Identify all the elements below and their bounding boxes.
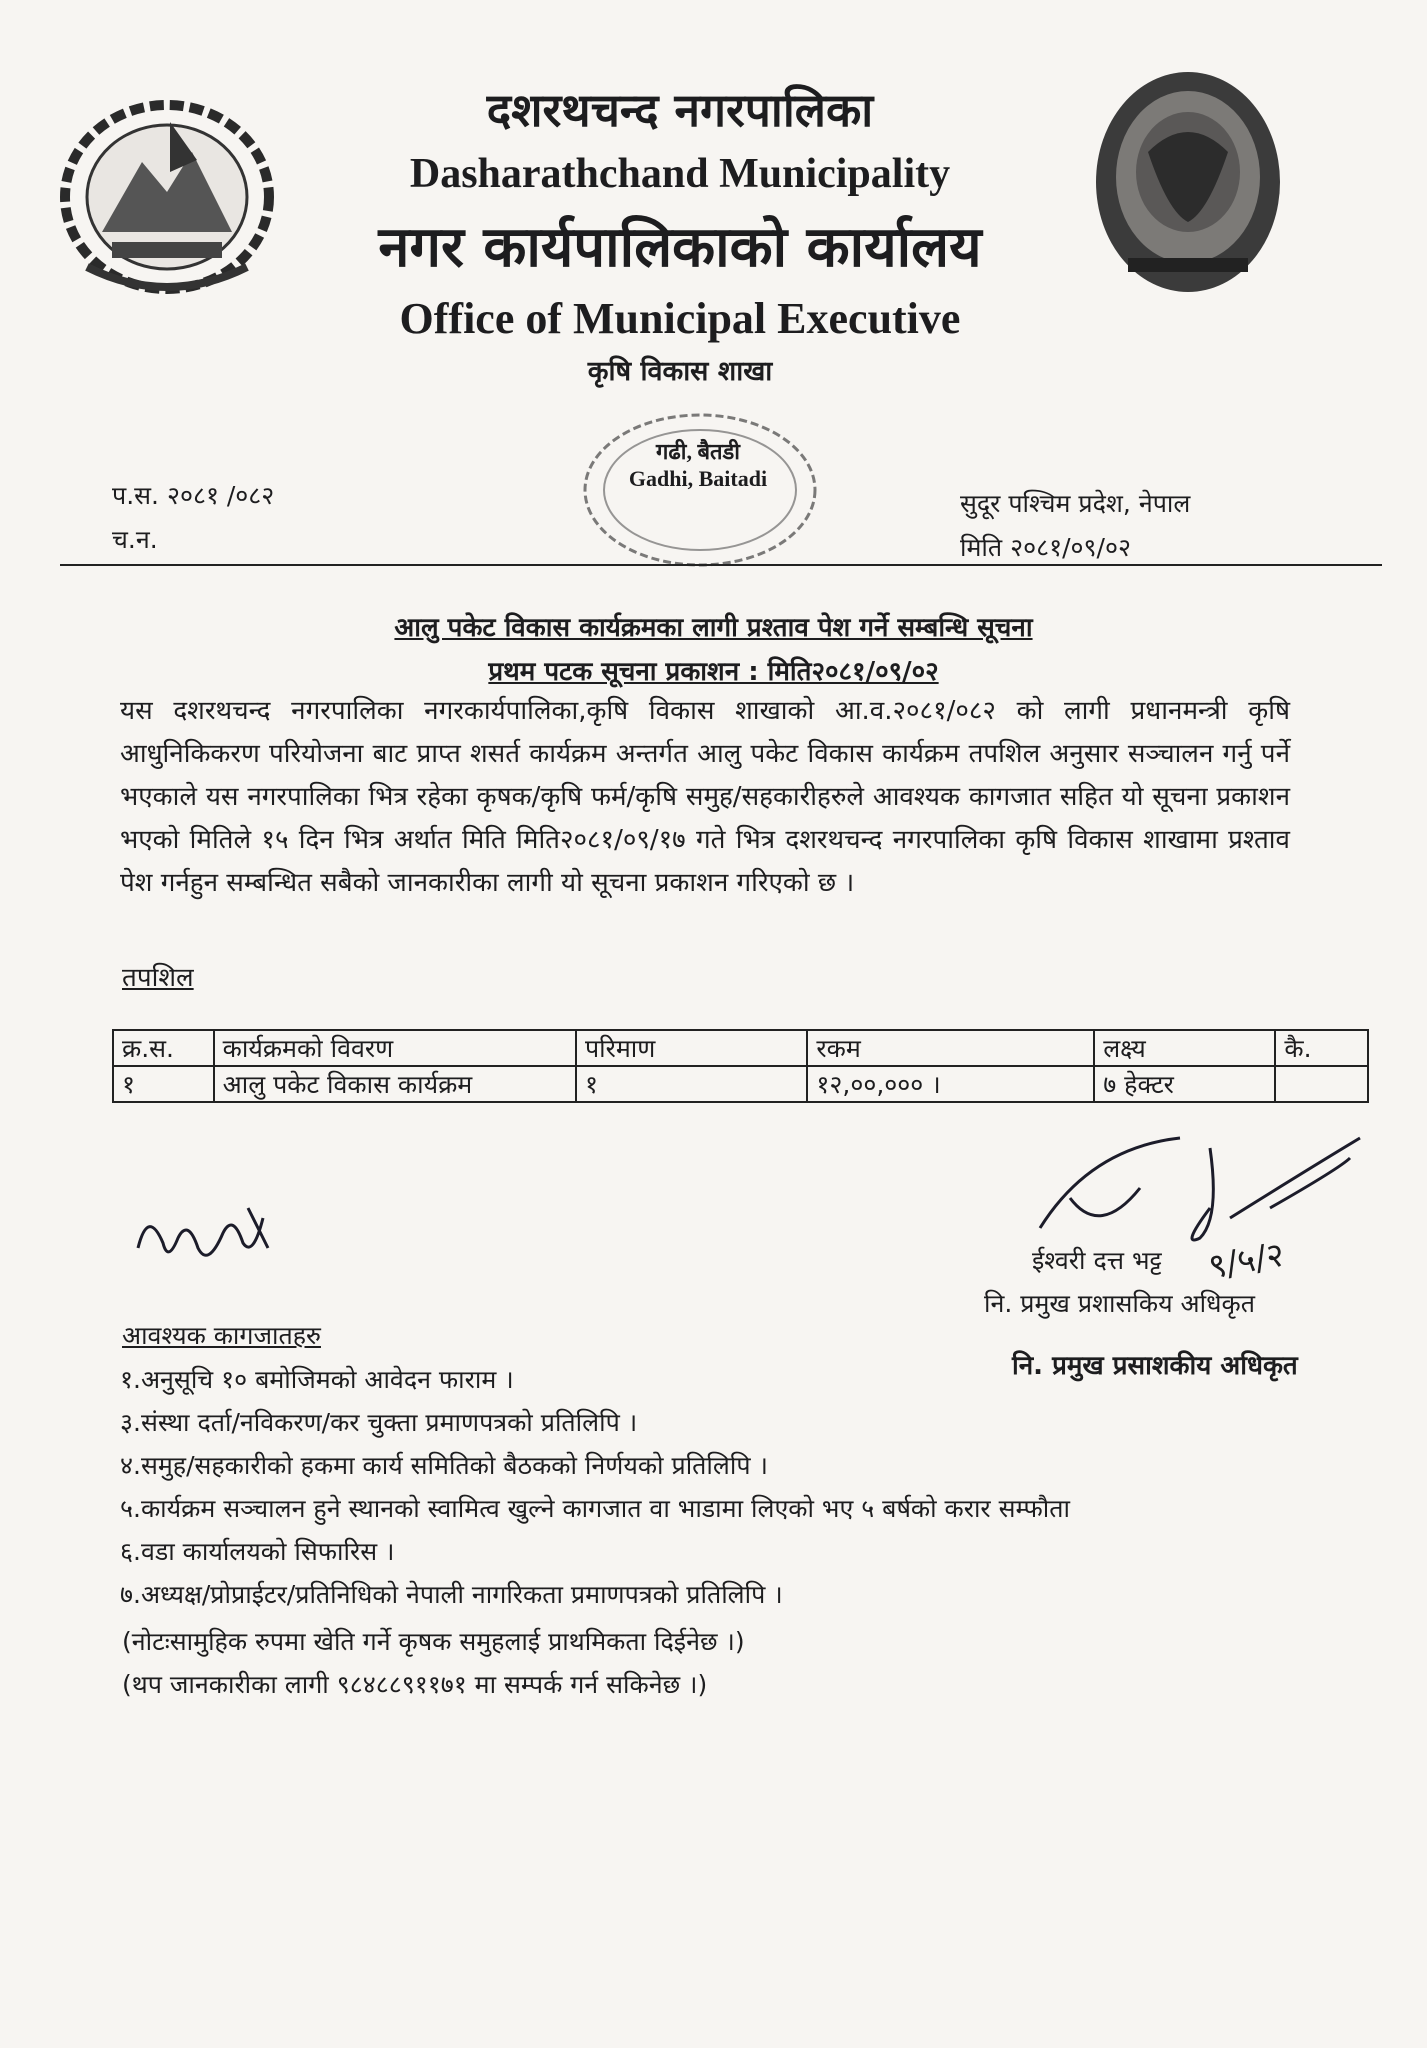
header-target: लक्ष्य xyxy=(1094,1030,1275,1066)
office-name-en: Office of Municipal Executive xyxy=(399,294,961,343)
initials-signature xyxy=(128,1188,278,1283)
notice-subtitle-text: प्रथम पटक सूचना प्रकाशन : मिति२०८१/०९/०२ xyxy=(488,657,939,687)
stamp-place-np: गढी, बैतडी xyxy=(655,439,741,464)
notes-block xyxy=(122,1620,745,1706)
cell-sn: १ xyxy=(113,1066,214,1102)
header-amount: रकम xyxy=(807,1030,1094,1066)
header-quantity: परिमाण xyxy=(576,1030,807,1066)
documents-list xyxy=(120,1358,1320,1616)
table-header-row xyxy=(113,1030,1368,1066)
province-address: सुदूर पश्चिम प्रदेश, नेपाल xyxy=(960,489,1191,518)
header-description: कार्यक्रमको विवरण xyxy=(214,1030,576,1066)
signer-title-stamped: नि. प्रमुख प्रसाशकीय अधिकृत xyxy=(1012,1351,1298,1381)
header-divider xyxy=(60,564,1382,566)
header-remarks: कै. xyxy=(1275,1030,1368,1066)
list-item: ५.कार्यक्रम सञ्चालन हुने स्थानको स्वामित्व खुल्ने कागजात वा भाडामा लिएको भए ५ बर्षको करार सम्फौता xyxy=(120,1494,1070,1523)
note-priority: (नोटःसामुहिक रुपमा खेति गर्ने कृषक समुहलाई प्राथमिकता दिईनेछ ।) xyxy=(122,1627,745,1656)
list-item: ७.अध्यक्ष/प्रोप्राईटर/प्रतिनिधिको नेपाली नागरिकता प्रमाणपत्रको प्रतिलिपि । xyxy=(120,1580,783,1609)
signer-date: ९/५/२ xyxy=(1205,1234,1288,1288)
table-row xyxy=(113,1066,1368,1102)
stamp-place-en: Gadhi, Baitadi xyxy=(628,466,768,491)
letterhead xyxy=(300,76,1060,392)
municipality-name-np: दशरथचन्द नगरपालिका xyxy=(486,83,874,137)
tapasil-label: तपशिल xyxy=(122,963,194,993)
notice-body: यस दशरथचन्द नगरपालिका नगरकार्यपालिका,कृषि विकास शाखाको आ.व.२०८१/०८२ को लागी प्रधानमन्त्री कृषि आधुनिकिकरण परियोजना बाट प्राप्त शसर्त कार्यक्रम अन्तर्गत आलु पकेट विकास कार्यक्रम तपशिल अनुसार सञ्चालन गर्नु पर्ने भएकाले यस नगरपालिका भित्र रहेका कृषक/कृषि फर्म/कृषि समुह/सहकारीहरुले आवश्यक कागजात सहित यो सूचना प्रकाशन भएको मितिले १५ दिन भित्र अर्थात मिति मिति२०८१/०९/१७ गते भित्र दशरथचन्द नगरपालिका कृषि विकास शाखामा प्रश्ताव पेश गर्नहुन सम्बन्धित सबैको जानकारीका लागी यो सूचना प्रकाशन गरिएको छ । xyxy=(120,696,1290,898)
branch-name: कृषि विकास शाखा xyxy=(587,356,773,387)
signer-title-handwritten: नि. प्रमुख प्रशासकिय अधिकृत xyxy=(984,1289,1255,1318)
stamp-place xyxy=(598,436,798,492)
cell-description: आलु पकेट विकास कार्यक्रम xyxy=(214,1066,576,1102)
documents-heading: आवश्यक कागजातहरु xyxy=(122,1321,321,1350)
cell-target: ७ हेक्टर xyxy=(1094,1066,1275,1102)
list-item: ३.संस्था दर्ता/नविकरण/कर चुक्ता प्रमाणपत्रको प्रतिलिपि । xyxy=(120,1408,638,1437)
patra-sankhya: प.स. २०८१ /०८२ xyxy=(112,481,275,510)
reference-block xyxy=(112,474,274,562)
letter-date: मिति २०८१/०९/०२ xyxy=(960,533,1131,562)
note-contact: (थप जानकारीका लागी ९८४८८९११७१ मा सम्पर्क गर्न सकिनेछ ।) xyxy=(122,1670,708,1699)
municipality-name-en: Dasharathchand Municipality xyxy=(409,151,951,197)
office-name-np: नगर कार्यपालिकाको कार्यालय xyxy=(378,214,982,280)
address-block xyxy=(960,482,1190,570)
notice-title-text: आलु पकेट विकास कार्यक्रमका लागी प्रश्ताव पेश गर्ने सम्बन्धि सूचना xyxy=(394,613,1033,643)
municipality-seal-icon xyxy=(1088,62,1288,302)
program-table xyxy=(112,1029,1369,1103)
cell-quantity: १ xyxy=(576,1066,807,1102)
list-item: १.अनुसूचि १० बमोजिमको आवेदन फाराम । xyxy=(120,1365,514,1394)
cell-remarks xyxy=(1275,1066,1368,1102)
notice-subtitle xyxy=(0,652,1427,688)
chalani-number: च.न. xyxy=(112,525,158,554)
header-sn: क्र.स. xyxy=(113,1030,214,1066)
nepal-emblem-icon xyxy=(52,92,282,302)
cell-amount: १२,००,००० । xyxy=(807,1066,1094,1102)
notice-title xyxy=(0,608,1427,644)
signer-name: ईश्वरी दत्त भट्ट xyxy=(1032,1246,1162,1275)
list-item: ४.समुह/सहकारीको हकमा कार्य समितिको बैठकको निर्णयको प्रतिलिपि । xyxy=(120,1451,768,1480)
list-item: ६.वडा कार्यालयको सिफारिस । xyxy=(120,1537,395,1566)
